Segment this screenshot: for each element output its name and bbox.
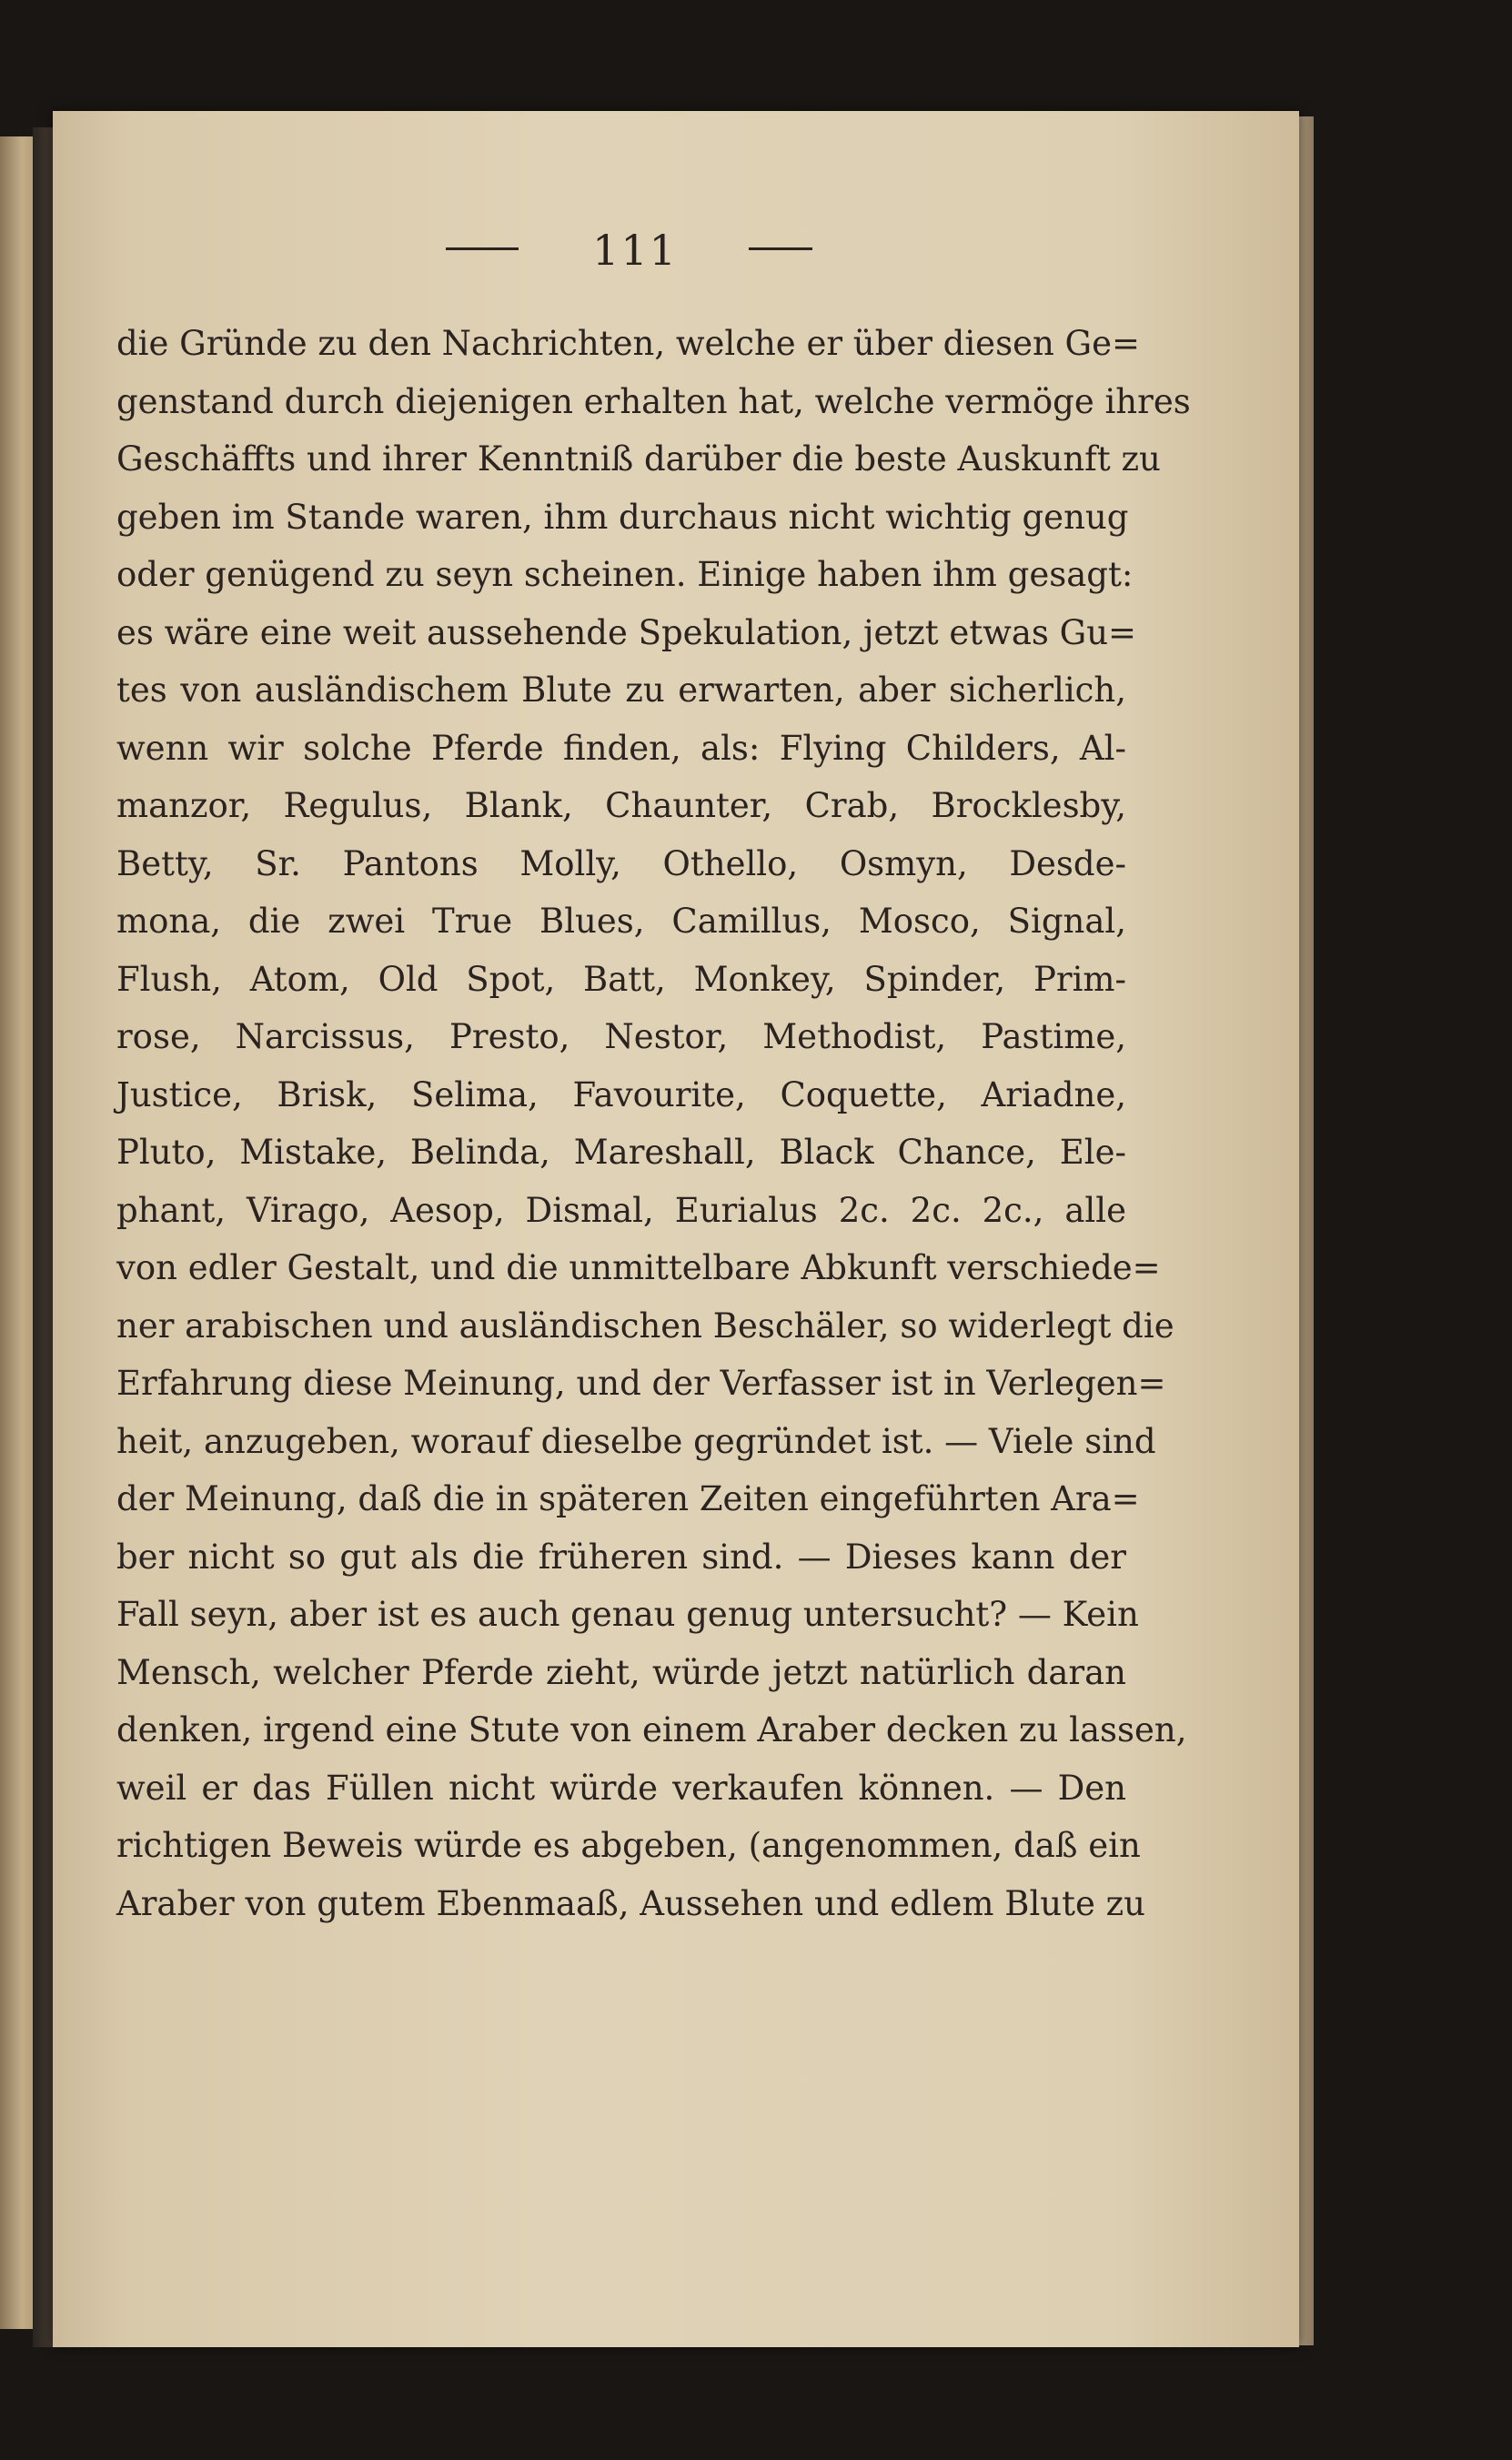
- text-line: Betty, Sr. Pantons Molly, Othello, Osmyn, Desde-: [116, 843, 1126, 883]
- text-line: oder genügend zu seyn scheinen. Einige haben ihm gesagt:: [116, 555, 1134, 594]
- text-line: Erfahrung diese Meinung, und der Verfasser ist in Verlegen=: [116, 1364, 1166, 1403]
- facing-page-edge: [0, 136, 36, 2329]
- text-line: genstand durch diejenigen erhalten hat, welche vermöge ihres: [116, 381, 1191, 421]
- text-line: richtigen Beweis würde es abgeben, (angenommen, daß ein: [116, 1826, 1141, 1865]
- text-line: ber nicht so gut als die früheren sind. — Dieses kann der: [116, 1537, 1126, 1577]
- text-line: Araber von gutem Ebenmaaß, Aussehen und edlem Blute zu: [116, 1883, 1145, 1923]
- header-dash-right: [749, 247, 812, 250]
- text-line: der Meinung, daß die in späteren Zeiten eingeführten Ara=: [116, 1479, 1140, 1518]
- text-line: Justice, Brisk, Selima, Favourite, Coquette, Ariadne,: [116, 1074, 1126, 1114]
- text-line: tes von ausländischem Blute zu erwarten, aber sicherlich,: [116, 670, 1126, 710]
- text-line: Pluto, Mistake, Belinda, Mareshall, Black Chance, Ele-: [116, 1133, 1126, 1172]
- text-line: manzor, Regulus, Blank, Chaunter, Crab, Brocklesby,: [116, 786, 1126, 825]
- book-page: [53, 111, 1299, 2347]
- header-dash-left: [446, 247, 519, 250]
- text-line: Geschäffts und ihrer Kenntniß darüber die beste Auskunft zu: [116, 439, 1161, 479]
- body-text: [116, 315, 1191, 1932]
- text-line: mona, die zwei True Blues, Camillus, Mosco, Signal,: [116, 902, 1126, 941]
- text-line: die Gründe zu den Nachrichten, welche er über diesen Ge=: [116, 324, 1141, 363]
- text-line: weil er das Füllen nicht würde verkaufen können. — Den: [116, 1768, 1126, 1808]
- text-line: heit, anzugeben, worauf dieselbe gegründet ist. — Viele sind: [116, 1421, 1156, 1461]
- page-number: 111: [592, 226, 678, 275]
- text-line: Flush, Atom, Old Spot, Batt, Monkey, Spinder, Prim-: [116, 959, 1126, 999]
- text-line: von edler Gestalt, und die unmittelbare Abkunft verschiede=: [116, 1248, 1161, 1287]
- text-line: phant, Virago, Aesop, Dismal, Eurialus 2c. 2c. 2c., alle: [116, 1190, 1126, 1230]
- text-line: denken, irgend eine Stute von einem Araber decken zu lassen,: [116, 1710, 1187, 1749]
- text-line: es wäre eine weit aussehende Spekulation, jetzt etwas Gu=: [116, 612, 1137, 652]
- text-line: Mensch, welcher Pferde zieht, würde jetzt natürlich daran: [116, 1652, 1126, 1692]
- text-line: geben im Stande waren, ihm durchaus nicht wichtig genug: [116, 497, 1129, 537]
- text-line: Fall seyn, aber ist es auch genau genug untersucht? — Kein: [116, 1595, 1139, 1634]
- text-line: wenn wir solche Pferde finden, als: Flying Childers, Al-: [116, 728, 1126, 768]
- text-line: ner arabischen und ausländischen Beschäler, so widerlegt die: [116, 1306, 1174, 1346]
- text-line: rose, Narcissus, Presto, Nestor, Methodist, Pastime,: [116, 1017, 1126, 1056]
